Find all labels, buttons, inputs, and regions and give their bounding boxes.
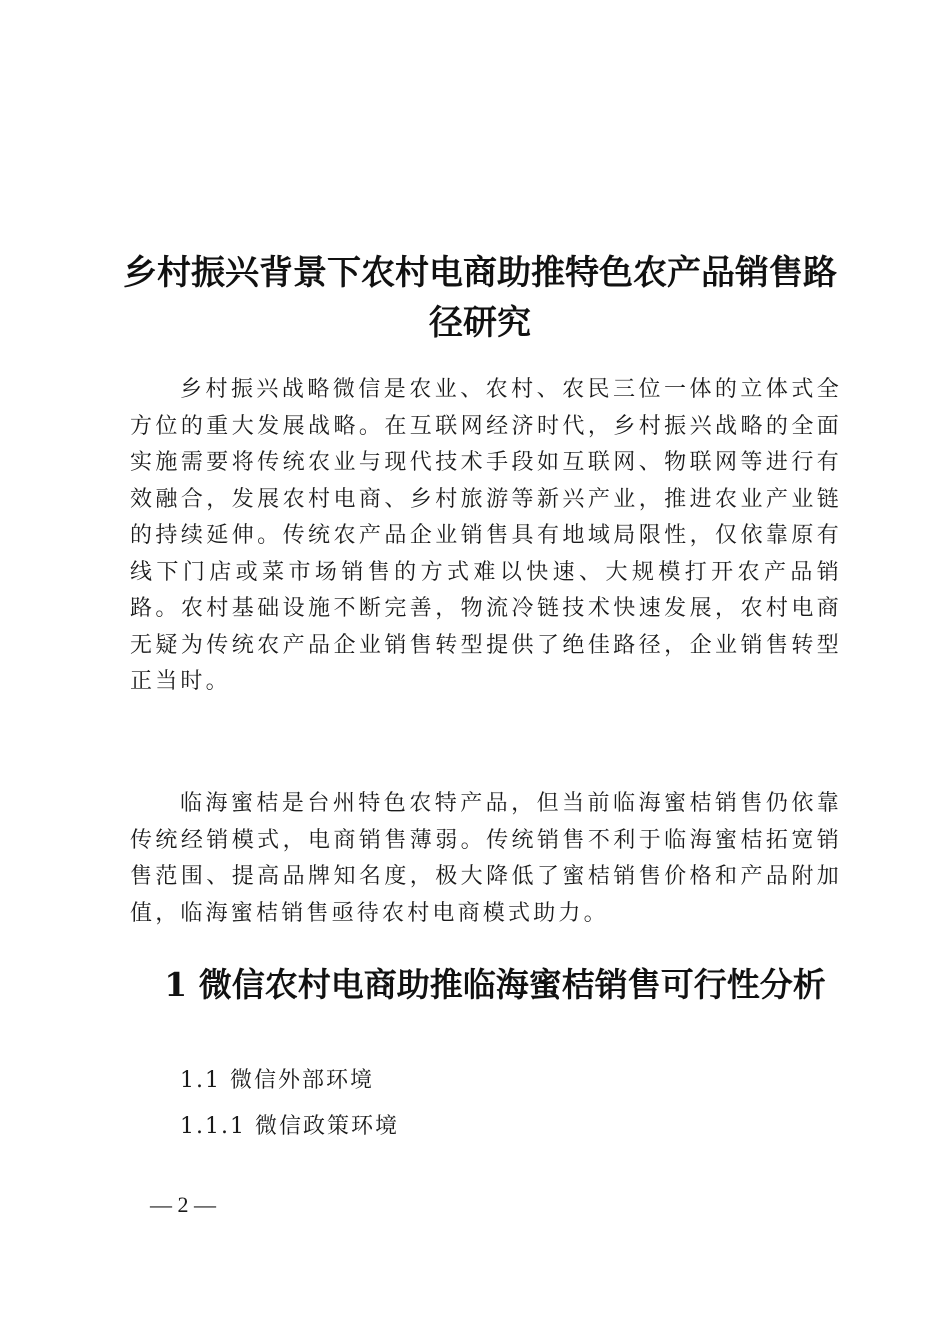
document-title: 乡村振兴背景下农村电商助推特色农产品销售路径研究 [123, 253, 837, 343]
section-heading: 1 微信农村电商助推临海蜜桔销售可行性分析 [164, 965, 826, 1004]
subheading-1-1-1: 1.1.1 微信政策环境 [180, 1114, 399, 1139]
paragraph-linhai: 临海蜜桔是台州特色农特产品，但当前临海蜜桔销售仍依靠传统经销模式，电商销售薄弱。传统销售不利于临海蜜桔拓宽销售范围、提高品牌知名度，极大降低了蜜桔销售价格和产品附加值，临海蜜桔销售亟待农村电商模式助力。 [130, 791, 842, 926]
page-number: — 2 — [150, 1192, 216, 1217]
subheading-1-1: 1.1 微信外部环境 [180, 1068, 374, 1093]
paragraph-intro: 乡村振兴战略微信是农业、农村、农民三位一体的立体式全方位的重大发展战略。在互联网经济时代，乡村振兴战略的全面实施需要将传统农业与现代技术手段如互联网、物联网等进行有效融合，发展农村电商、乡村旅游等新兴产业，推进农业产业链的持续延伸。传统农产品企业销售具有地域局限性，仅依靠原有线下门店或菜市场销售的方式难以快速、大规模打开农产品销路。农村基础设施不断完善，物流冷链技术快速发展，农村电商无疑为传统农产品企业销售转型提供了绝佳路径，企业销售转型正当时。 [130, 377, 842, 694]
